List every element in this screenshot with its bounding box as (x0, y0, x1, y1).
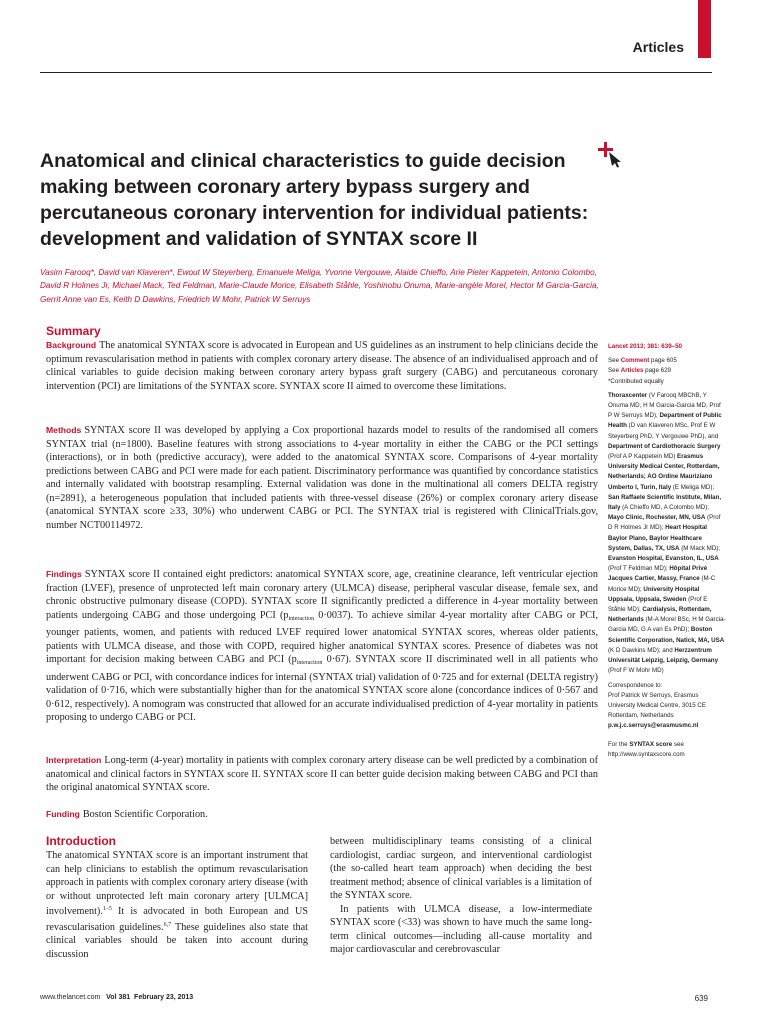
findings-subscript-2: interaction (296, 660, 323, 666)
footer-date: February 23, 2013 (134, 994, 194, 1001)
findings-text-c: 0·67). SYNTAX score II discriminated well in all patients who underwent CABG or PCI, with concordance indices for internal (SYNTAX trial) validation of 0·725 and for external (DELTA registry) validation of 0·716, which were substantially higher than for the anatomical SYNTAX score alone (concordance indices of 0·567 and 0·612, respectively). A nomogram was constructed that allowed for an accurate individualised prediction of 4-year mortality in patients proposing to undergo CABG or PCI. (46, 654, 598, 723)
affiliation: Evanston Hospital, Evanston, IL, USA (Prof T Feldman MD); (608, 555, 719, 573)
summary-funding (46, 808, 598, 822)
methods-text: SYNTAX score II was developed by applying a Cox proportional hazards model to results of the randomised all comers SYNTAX trial (n=1800). Baseline features with strong associations to 4-year mortality in either the CABG or the PCI settings (interactions), or in both (predictive accuracy), were added to the anatomical SYNTAX score. Comparisons of 4-year mortality predictions between CABG and PCI were made for each patient. Discriminatory performance was quantified by concordance statistics and internally validated with bootstrap resampling. External validation was done in the multinational all comers DELTA registry (n=2891), a heterogeneous population that included patients with three-vessel disease (26%) or complex coronary artery disease (anatomical SYNTAX score ≥33, 30%) who underwent CABG or PCI. The SYNTAX trial is registered with ClinicalTrials.gov, number NCT00114972. (46, 425, 598, 531)
syntax-score-note: For the SYNTAX score see (608, 740, 684, 748)
sidebar-notes (608, 342, 726, 760)
intro-column-2 (330, 835, 592, 957)
affiliation: Department of Cardiothoracic Surgery (Prof A P Kappetein MD) (608, 442, 721, 461)
contributed-note: *Contributed equally (608, 377, 664, 385)
header-rule (40, 72, 712, 73)
summary-methods (46, 424, 598, 532)
affiliations (608, 391, 726, 677)
crossmark-icon[interactable] (594, 140, 624, 168)
affiliation: Boston Scientific Corporation, Natick, MA, USA (K D Dawkins MD); and (608, 626, 725, 654)
affiliation: Hôpital Privé Jacques Cartier, Massy, France (M-C Morice MD); (608, 565, 716, 593)
see-comment: See Comment page 605 (608, 357, 677, 365)
intro-column-1 (46, 849, 308, 961)
affiliation: Department of Public Health (D van Klaveren MSc, Prof E W Steyerberg PhD, Y Vergouwe PhD), and (608, 412, 722, 440)
findings-text-a: SYNTAX score II contained eight predictors: anatomical SYNTAX score, age, creatinine clearance, left ventricular ejection fraction (LVEF), presence of unprotected left main coronary artery (ULMCA) disease, peripheral vascular disease, female sex, and chronic obstructive pulmonary disease (COPD). SYNTAX score II significantly predicted a difference in 4-year mortality between patients undergoing CABG and those undergoing PCI (p (46, 569, 598, 621)
background-heading: Background (46, 340, 97, 350)
footer-site[interactable]: www.thelancet.com (40, 994, 101, 1001)
summary-findings (46, 568, 598, 725)
see-articles: See Articles page 629 (608, 367, 671, 375)
syntax-score-url[interactable]: http://www.syntaxscore.com (608, 750, 685, 758)
summary-heading: Summary (46, 324, 101, 338)
correspondence: Correspondence to: Prof Patrick W Serruys, Erasmus University Medical Centre, 3015 CE Rotterdam, Netherlands p.w.j.c.serruys@erasmusmc.nl (608, 681, 707, 730)
intro-ref-2: 6,7 (163, 921, 172, 928)
methods-heading: Methods (46, 425, 82, 435)
introduction-heading: Introduction (46, 834, 116, 848)
funding-text: Boston Scientific Corporation. (82, 809, 208, 820)
footer-citation (40, 994, 193, 1001)
affiliation: San Raffaele Scientific Institute, Milan, Italy (A Chieffo MD, A Colombo MD); (608, 493, 722, 512)
section-color-tab (698, 0, 711, 58)
intro-col1-text-c: These guidelines also state that clinical variables should be taken into account during discussion (46, 921, 308, 960)
intro-col2-para-2: In patients with ULMCA disease, a low-intermediate SYNTAX score (<33) was shown to have much the same long-term clinical outcomes—including all-cause mortality and major cardiovascular and cerebrovascular (330, 903, 592, 955)
intro-ref-1: 1–5 (102, 906, 112, 912)
articles-link[interactable]: Articles (620, 367, 644, 375)
article-title: Anatomical and clinical characteristics to guide decision making between coronary artery bypass surgery and percutaneous coronary intervention for individual patients: development and validation of SYNTAX score II (40, 150, 589, 250)
summary-background (46, 339, 598, 393)
interpretation-text: Long-term (4-year) mortality in patients with complex coronary artery disease can be well predicted by a combination of anatomical and clinical factors in SYNTAX score II. SYNTAX score II can better guide decision making between CABG and PCI than the original anatomical SYNTAX score. (46, 755, 598, 793)
affiliation: University Hospital Uppsala, Uppsala, Sweden (Prof E Ståhle MD); (608, 585, 708, 614)
affiliation: Cardialysis, Rotterdam, Netherlands (M-A Morel BSc, H M Garcia-Garcia MD, G A van Es PhD); (608, 606, 726, 634)
correspondence-email[interactable]: p.w.j.c.serruys@erasmusmc.nl (608, 722, 699, 730)
findings-subscript-1: interaction (288, 615, 315, 622)
summary-interpretation (46, 754, 598, 795)
footer-volume: Vol 381 (106, 994, 131, 1001)
interpretation-heading: Interpretation (46, 755, 102, 765)
affiliation: Heart Hospital Baylor Plano, Baylor Healthcare System, Dallas, TX, USA (M Mack MD); (608, 524, 721, 552)
findings-text-b: 0·0037). To achieve similar 4-year mortality after CABG or PCI, younger patients, women, and patients with reduced LVEF required lower anatomical SYNTAX scores, whereas older patients, patients with ULMCA disease, and those with COPD, required higher anatomical SYNTAX scores. Presence of diabetes was not important for decision making between CABG and PCI (p (46, 609, 598, 665)
intro-col1-text-b: It is advocated in both European and US revascularisation guidelines. (46, 906, 308, 933)
section-label: Articles (632, 39, 684, 55)
author-list: Vasim Farooq*, David van Klaveren*, Ewout W Steyerberg, Emanuele Meliga, Yvonne Vergouwe, Alaide Chieffo, Arie Pieter Kappetein, Antonio Colombo, David R Holmes Jr, Michael Mack, Ted Feldman, Marie-Claude Morice, Elisabeth Ståhle, Yoshinobu Onuma, Marie-angèle Morel, Hector M Garcia-Garcia, Gerrit Anne van Es, Keith D Dawkins, Friedrich W Mohr, Patrick W Serruys (40, 268, 599, 304)
findings-heading: Findings (46, 569, 82, 579)
affiliation: Thoraxcenter (V Farooq MBChB, Y Onuma MD, H M Garcia-Garcia MD, Prof P W Serruys MD), (608, 391, 721, 420)
funding-heading: Funding (46, 809, 80, 819)
intro-col2-para-1: between multidisciplinary teams consisting of a clinical cardiologist, cardiac surgeon, and interventional cardiologist (the so-called heart team approach) when deciding the best treatment method; absence of clinical variables is a limitation of the SYNTAX score. (330, 836, 592, 901)
journal-reference: Lancet 2013; 381: 639–50 (608, 343, 682, 350)
intro-col1-text-a: The anatomical SYNTAX score is an important instrument that can help clinicians to establish the optimum revascularisation approach in patients with complex coronary artery disease (with or without unprotected left main coronary artery [ULMCA] involvement). (46, 850, 308, 917)
page-number: 639 (694, 994, 708, 1003)
comment-link[interactable]: Comment (620, 357, 650, 365)
affiliation: Mayo Clinic, Rochester, MN, USA (Prof D R Holmes Jr MD); (608, 514, 721, 532)
affiliation: Herzzentrum Universität Leipzig, Leipzig, Germany (Prof F W Mohr MD) (608, 646, 719, 675)
background-text: The anatomical SYNTAX score is advocated in European and US guidelines as an instrument to help clinicians decide the optimum revascularisation method in patients with complex coronary artery disease. The absence of an individualised approach and of clinical variables to guide decision making between coronary artery bypass graft surgery (CABG) and percutaneous coronary intervention (PCI) are limitations of the SYNTAX score. SYNTAX score II aimed to overcome these limitations. (46, 340, 598, 392)
affiliation: Erasmus University Medical Center, Rotterdam, Netherlands; AO Ordine Mauriziano Umberto I, Turin, Italy (E Meliga MD); (608, 453, 720, 491)
